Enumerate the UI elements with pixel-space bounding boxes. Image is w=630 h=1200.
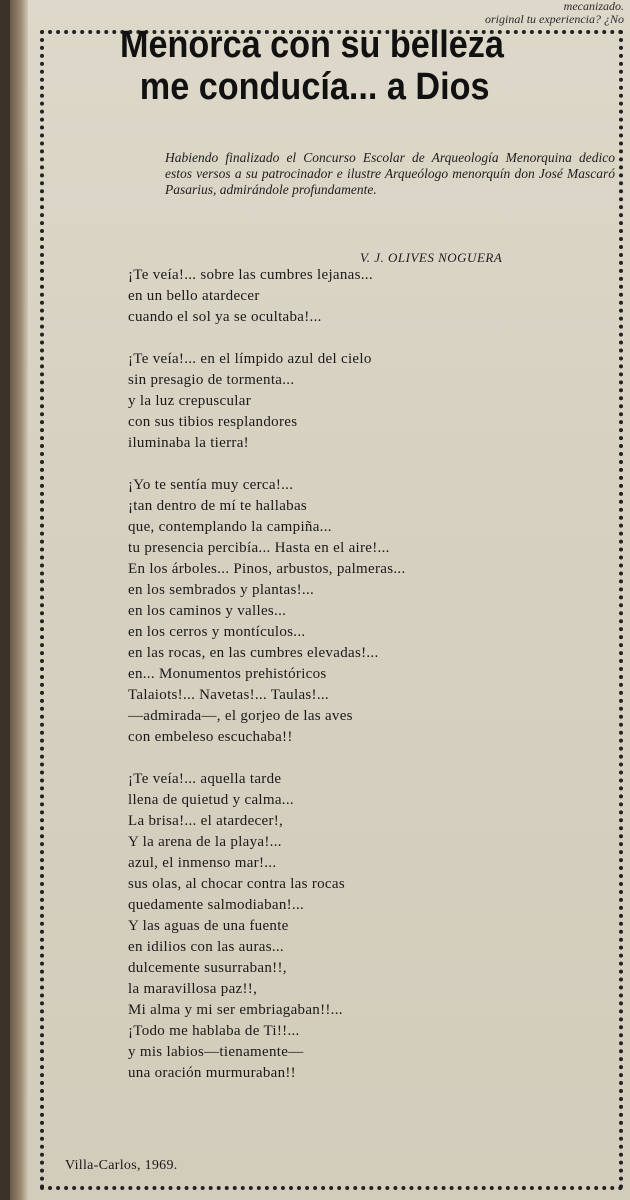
poem-line: y mis labios—tienamente— [128, 1044, 304, 1060]
magazine-page [10, 0, 630, 1200]
poem-line: cuando el sol ya se ocultaba!... [128, 309, 322, 325]
poem-line: Y las aguas de una fuente [128, 918, 289, 934]
dedication-text: Habiendo finalizado el Concurso Escolar de Arqueología Menorquina dedico estos versos a su patrocinador e ilustre Arqueólogo menorquín don José Mascaró Pasarius, admirándole profundamente. [165, 150, 615, 197]
poem-line: en los cerros y montículos... [128, 624, 306, 640]
poem-line: con sus tibios resplandores [128, 414, 298, 430]
poem-line: quedamente salmodiaban!... [128, 897, 305, 913]
title-line-2: me conducía... a Dios [139, 66, 490, 108]
poem-line: —admirada—, el gorjeo de las aves [128, 708, 353, 724]
signature: Villa-Carlos, 1969. [65, 1158, 178, 1173]
poem-line: en los caminos y valles... [128, 603, 287, 619]
poem-line: en idilios con las auras... [128, 939, 284, 955]
poem-line: ¡Yo te sentía muy cerca!... [128, 477, 294, 493]
poem-line: la maravillosa paz!!, [128, 981, 258, 997]
poem-line: una oración murmuraban!! [128, 1065, 296, 1081]
poem-line: sus olas, al chocar contra las rocas [128, 876, 345, 892]
poem-line: ¡Te veía!... aquella tarde [128, 771, 282, 787]
poem-line: Mi alma y mi ser embriagaban!!... [128, 1002, 343, 1018]
poem-line: Talaiots!... Navetas!... Taulas!... [128, 687, 329, 703]
author-name: V. J. OLIVES NOGUERA [360, 250, 503, 265]
poem-line: en los sembrados y plantas!... [128, 582, 315, 598]
poem-line: ¡tan dentro de mí te hallabas [128, 498, 308, 514]
poem-line: azul, el inmenso mar!... [128, 855, 277, 871]
poem-line: en... Monumentos prehistóricos [128, 666, 327, 682]
poem-line: y la luz crepuscular [128, 393, 252, 409]
poem-body [128, 265, 598, 1105]
poem-line: ¡Te veía!... sobre las cumbres lejanas... [128, 267, 373, 283]
book-spine [10, 0, 28, 1200]
fragment-line-2: original tu experiencia? ¿No [485, 12, 624, 26]
poem-stanza [128, 769, 598, 1084]
poem-line: dulcemente susurraban!!, [128, 960, 287, 976]
title-line-1: Menorca con su belleza [120, 24, 504, 66]
article-title [120, 24, 552, 108]
poem-line: llena de quietud y calma... [128, 792, 294, 808]
poem-line: sin presagio de tormenta... [128, 372, 295, 388]
fragment-line-1: mecanizado. [563, 0, 624, 13]
poem-line: Y la arena de la playa!... [128, 834, 282, 850]
poem-stanza [128, 475, 598, 748]
poem-line: ¡Te veía!... en el límpido azul del cielo [128, 351, 372, 367]
poem-line: con embeleso escuchaba!! [128, 729, 293, 745]
poem-line: En los árboles... Pinos, arbustos, palmeras... [128, 561, 406, 577]
poem-line: La brisa!... el atardecer!, [128, 813, 284, 829]
poem-stanza [128, 349, 598, 454]
poem-line: en las rocas, en las cumbres elevadas!... [128, 645, 379, 661]
poem-stanza [128, 265, 598, 328]
poem-line: que, contemplando la campiña... [128, 519, 332, 535]
poem-line: ¡Todo me hablaba de Ti!!... [128, 1023, 300, 1039]
poem-line: iluminaba la tierra! [128, 435, 249, 451]
poem-line: tu presencia percibía... Hasta en el aire!... [128, 540, 390, 556]
poem-line: en un bello atardecer [128, 288, 260, 304]
